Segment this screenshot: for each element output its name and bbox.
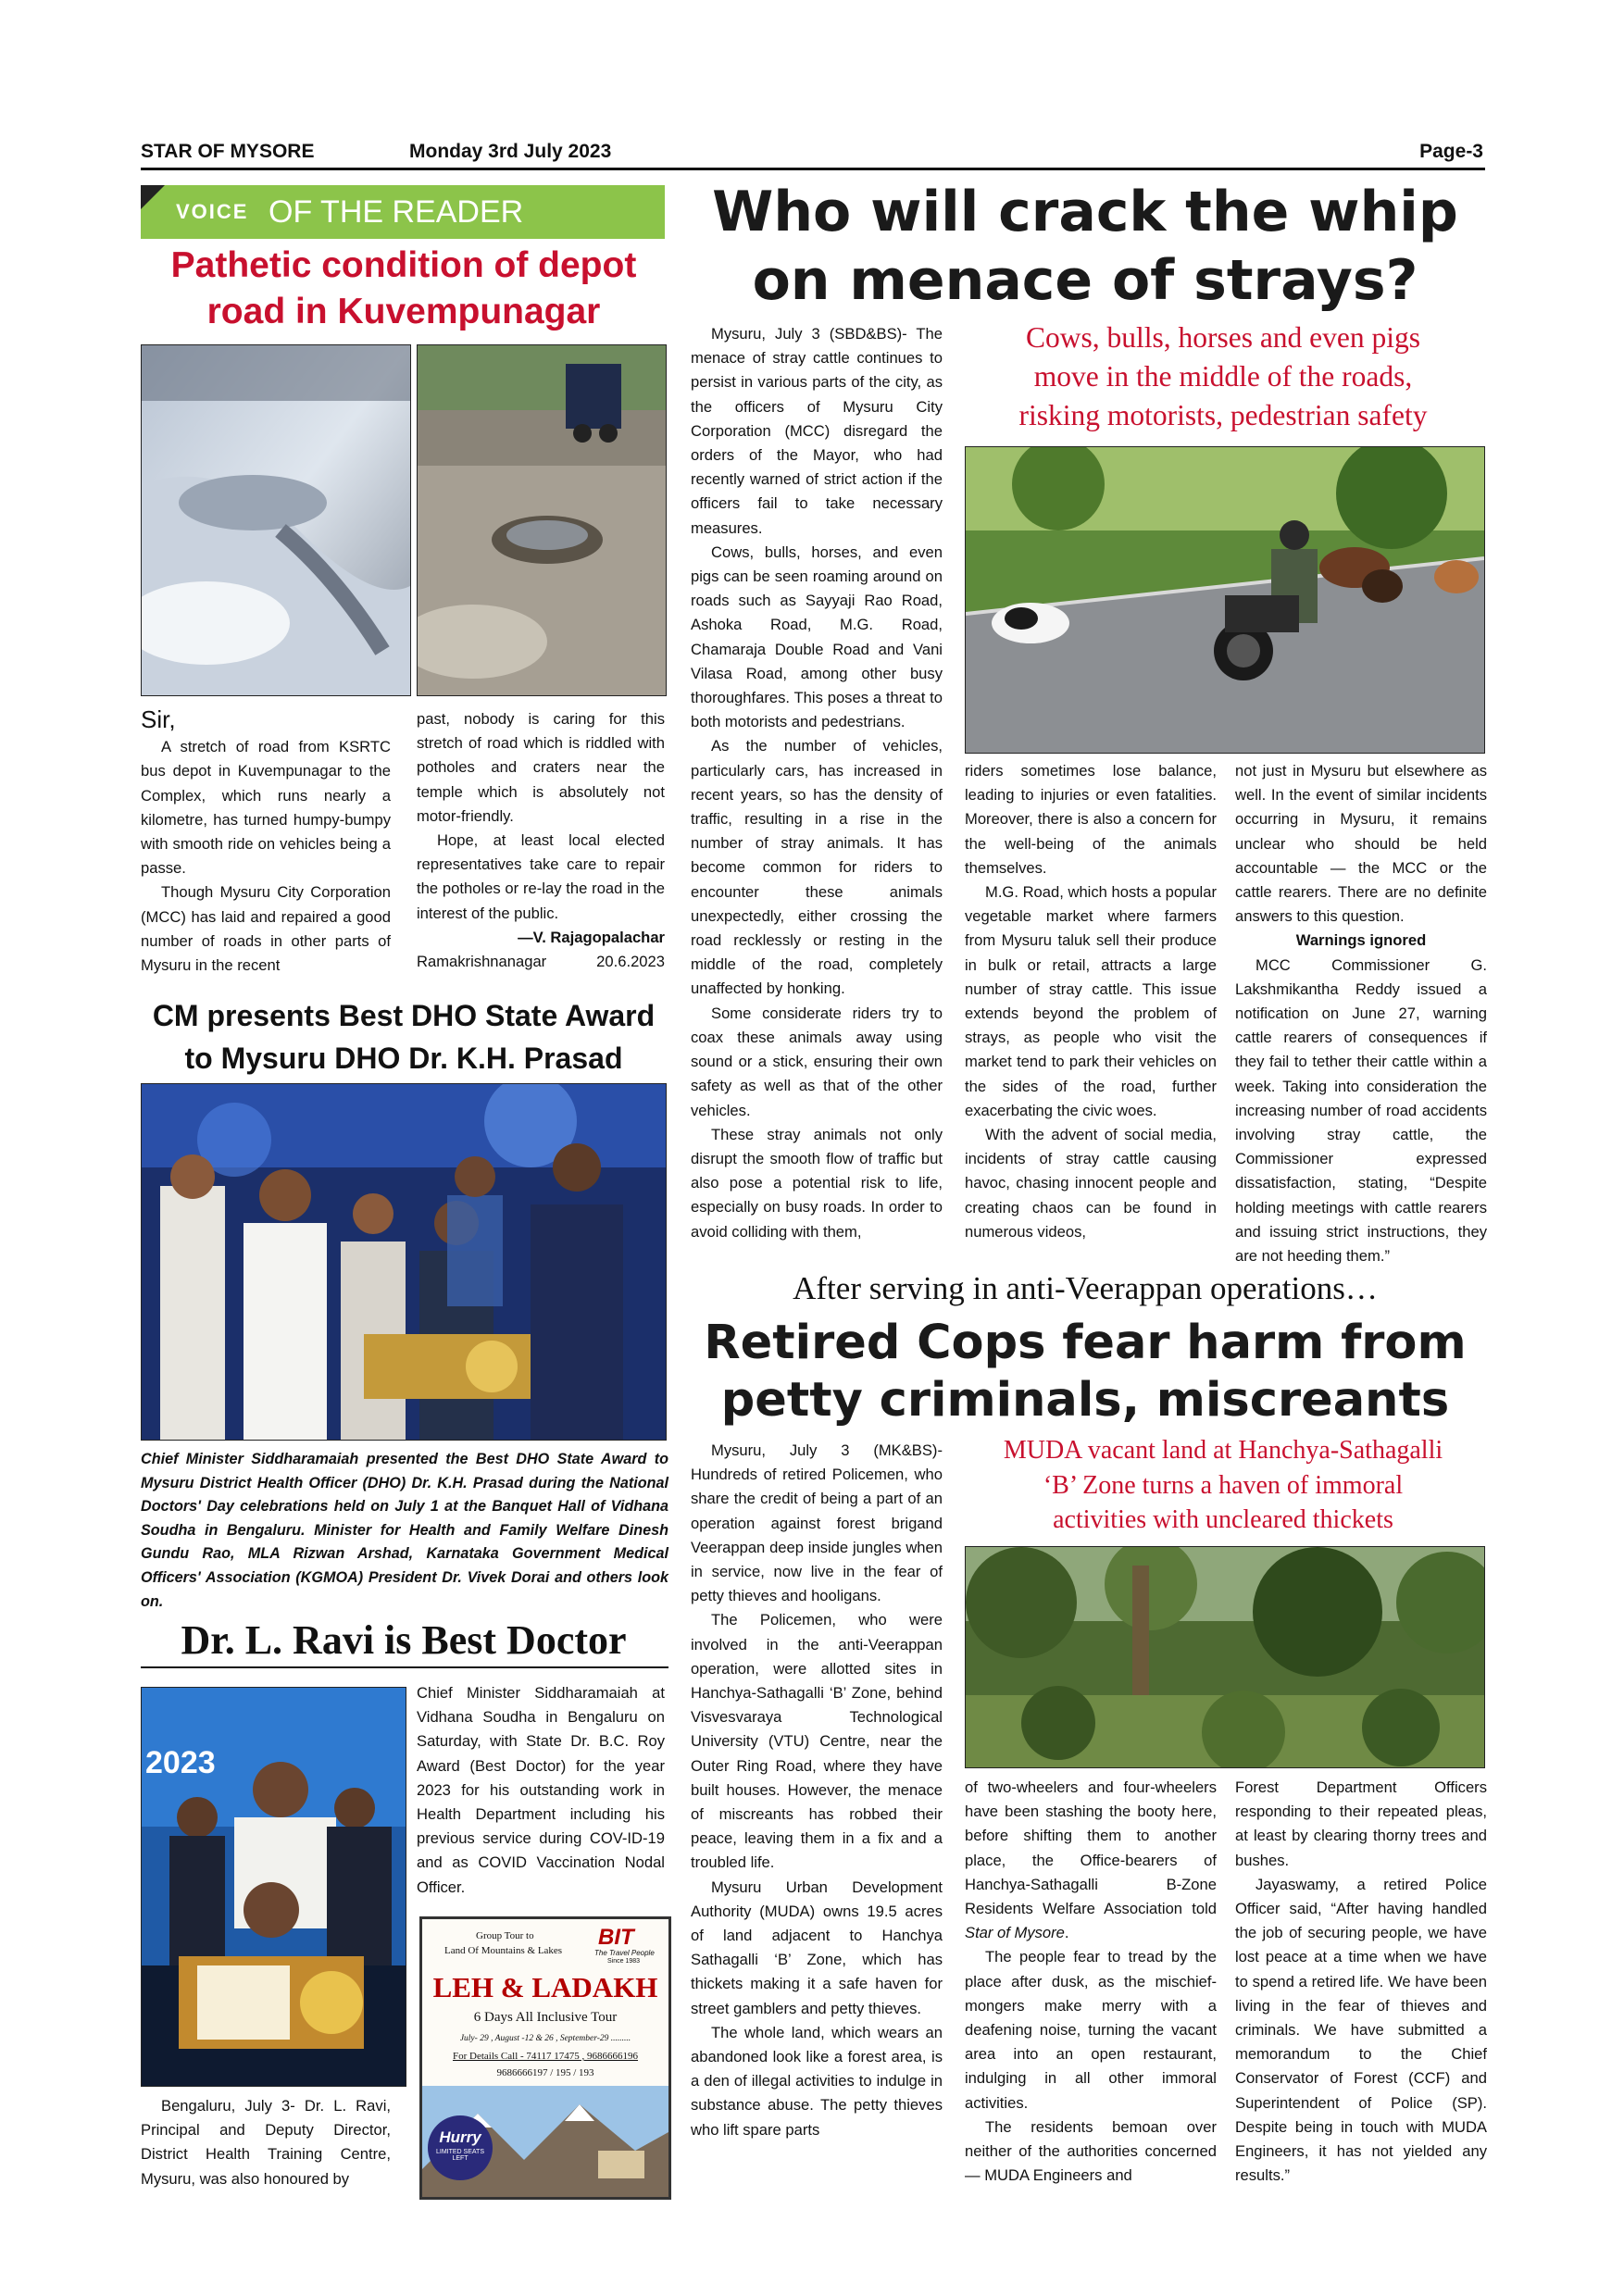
ad-dates: July- 29 , August -12 & 26 , September-29 ......... <box>459 2034 631 2043</box>
cops-para: The Policemen, who were involved in the anti-Veerappan operation, were allotted sites in Hanchya-Sathagalli ‘B’ Zone, behind Visvesvaraya Technological University (VTU) Centre, near the Outer Ring Road, where they have built houses. However, the menace of miscreants has robbed their peace, leaving them in a fix and a troubled life. <box>691 1611 943 1872</box>
ravi-text-left <box>141 2094 391 2191</box>
cops-headline <box>685 1315 1485 1429</box>
ad-brand-sub: The Travel People <box>594 1949 655 1957</box>
ad-brand-since: Since 1983 <box>607 1958 641 1965</box>
strays-para: These stray animals not only disrupt the smooth flow of traffic but also pose a potential risk to life, especially on busy roads. In order to avoid colliding with them, <box>691 1125 943 1241</box>
strays-col1 <box>691 322 943 1244</box>
cops-para: Mysuru Urban Development Authority (MUDA) owns 19.5 acres of land adjacent to Hanchya Sathagalli ‘B’ Zone, which has thickets making it a safe haven for street gamblers and petty thieves. <box>691 1878 943 2017</box>
strays-para: As the number of vehicles, particularly cars, has increased in recent years, so has the density of traffic, resulting in a rise in the number of stray animals. It has become common for riders to encounter these animals unexpectedly, either crossing the road recklessly or resting in the middle of the road, completely unaffected by honking. <box>691 737 943 998</box>
strays-para: With the advent of social media, incidents of stray cattle causing havoc, chasing innocent people and creating chaos can be found in numerous videos, <box>965 1126 1217 1241</box>
letter-para: A stretch of road from KSRTC bus depot in Kuvempunagar to the Complex, which runs nearly a kilometre, has turned humpy-bumpy with smooth ride on vehicles being a passe. <box>141 738 391 878</box>
dho-headline-line1: CM presents Best DHO State Award <box>152 999 656 1032</box>
ravi-photo-year: 2023 <box>145 1745 216 1780</box>
ravi-para: Chief Minister Siddharamaiah at Vidhana Soudha in Bengaluru on Saturday, with State Dr. B.C. Roy Award (Best Doctor) for the year 2023 for his outstanding work in Health Department including his previous service during COV-ID-19 and as COVID Vaccination Nodal Officer. <box>417 1684 665 1896</box>
cops-headline-line2: petty criminals, miscreants <box>720 1373 1450 1428</box>
ad-line1: Group Tour to <box>476 1930 534 1941</box>
banner-corner <box>141 185 165 209</box>
ad-hurry-badge <box>428 2115 493 2180</box>
cops-para: The whole land, which wears an abandoned look like a forest area, is a den of illegal activities to indulge in substance abuse. The petty thieves who lift spare parts <box>691 2023 943 2139</box>
ad-brand-logo: BIT <box>598 1925 634 1950</box>
ad-title: LEH & LADAKH <box>432 1971 658 2003</box>
cops-subhead-line: activities with uncleared thickets <box>1053 1505 1393 1534</box>
cops-col1 <box>691 1439 943 2142</box>
dho-award-photo <box>141 1083 667 1441</box>
voice-headline-line1: Pathetic condition of depot <box>170 245 637 285</box>
cops-col2 <box>965 1776 1217 2188</box>
cops-kicker: After serving in anti-Veerappan operations… <box>793 1270 1378 1306</box>
strays-para: riders sometimes lose balance, leading to injuries or even fatalities. Moreover, there is also a concern for the well-being of the animals themselves. <box>965 762 1217 877</box>
paper-name-italic: Star of Mysore <box>965 1924 1065 1942</box>
strays-headline-line2: on menace of strays? <box>752 248 1418 313</box>
strays-subhead-line: Cows, bulls, horses and even pigs <box>1025 321 1421 354</box>
ravi-award-photo <box>141 1687 406 2087</box>
ravi-text-right <box>417 1681 665 1900</box>
strays-headline <box>685 178 1485 315</box>
ad-subtitle: 6 Days All Inclusive Tour <box>473 2010 618 2025</box>
cops-headline-line1: Retired Cops fear harm from <box>704 1316 1467 1370</box>
strays-col3 <box>1235 759 1487 1268</box>
cops-subhead-line: ‘B’ Zone turns a haven of immoral <box>1043 1470 1404 1500</box>
ravi-rule <box>141 1666 668 1668</box>
cops-para: Forest Department Officers responding to their repeated pleas, at least by clearing thorny trees and bushes. <box>1235 1778 1487 1869</box>
dho-headline <box>137 994 670 1079</box>
dho-caption: Chief Minister Siddharamaiah presented the Best DHO State Award to Mysuru District Health Officer (DHO) Dr. K.H. Prasad during the National Doctors' Day celebrations held on July 1 at the Banquet Hall of Vidhana Soudha in Bengaluru. Minister for Health and Family Welfare Dinesh Gundu Rao, MLA Rizwan Arshad, Karnataka Government Medical Officers' Association (KGMOA) President Dr. Vivek Dorai and others look on. <box>141 1451 668 1610</box>
pothole-photo-right <box>417 344 667 696</box>
voice-tag-rest: OF THE READER <box>269 194 524 230</box>
letter-para: Hope, at least local elected representatives take care to repair the potholes or re-lay the road in the interest of the public. <box>417 831 665 922</box>
letter-date: 20.6.2023 <box>596 953 665 971</box>
cops-para: Mysuru, July 3 (MK&BS)- Hundreds of retired Policemen, who share the credit of being a part of an operation against forest brigand Veerappan deep inside jungles when in service, now live in the fear of petty thieves and hooligans. <box>691 1441 943 1605</box>
masthead-rule <box>141 168 1485 170</box>
pothole-photo-left <box>141 344 411 696</box>
ladakh-ad <box>419 1916 671 2200</box>
stray-cattle-photo <box>965 446 1485 754</box>
voice-letter-col1 <box>141 707 391 978</box>
cops-para: The residents bemoan over neither of the authorities concerned — MUDA Engineers and <box>965 2117 1217 2185</box>
cops-para: of two-wheelers and four-wheelers have been stashing the booty here, before shifting them to another place, the Office-bearers of Hanchya-Sathagalli B-Zone Residents Welfare Association told Star of Mysore. <box>965 1778 1217 1942</box>
cops-para-text: of two-wheelers and four-wheelers have been stashing the booty here, before shifting them to another place, the Office-bearers of Hanchya-Sathagalli B-Zone Residents Welfare Association told <box>965 1778 1217 1918</box>
strays-subhead-line: move in the middle of the roads, <box>1033 360 1413 393</box>
ad-phones: 9686666197 / 195 / 193 <box>496 2067 594 2078</box>
voice-headline <box>137 243 670 335</box>
paper-name: STAR OF MYSORE <box>141 141 315 162</box>
strays-subheading: Warnings ignored <box>1295 931 1427 950</box>
voice-headline-line2: road in Kuvempunagar <box>206 292 601 331</box>
strays-subhead <box>959 318 1487 435</box>
strays-para: M.G. Road, which hosts a popular vegetable market where farmers from Mysuru taluk sell their produce in bulk or retail, attracts a large number of stray cattle. This issue extends beyond the problem of strays, as people who visit the market tend to park their vehicles on the sides of the road, further exacerbating the civic woes. <box>965 883 1217 1119</box>
letter-signature: —V. Rajagopalachar <box>518 928 665 946</box>
dho-headline-line2: to Mysuru DHO Dr. K.H. Prasad <box>184 1042 623 1075</box>
ad-limited-text: LIMITED SEATS LEFT <box>436 2149 484 2162</box>
strays-subhead-line: risking motorists, pedestrian safety <box>1018 399 1428 431</box>
strays-col2 <box>965 759 1217 1244</box>
muda-land-photo <box>965 1546 1485 1768</box>
strays-headline-line1: Who will crack the whip <box>712 180 1458 244</box>
strays-para: Mysuru, July 3 (SBD&BS)- The menace of stray cattle continues to persist in various parts of the city, as the officers of Mysuru City Corporation (MCC) disregard the orders of the Mayor, who had recently warned of strict action if the officers fail to take necessary measures. <box>691 325 943 537</box>
strays-para: not just in Mysuru but elsewhere as well. In the event of similar incidents occurring in Mysuru, it remains unclear who should be held accountable — the MCC or the cattle rearers. There are no definite answers to this question. <box>1235 762 1487 926</box>
letter-place-date <box>417 950 665 974</box>
ad-hurry-text: Hurry <box>439 2128 481 2146</box>
letter-place: Ramakrishnanagar <box>417 953 547 971</box>
voice-letter-col2 <box>417 707 665 974</box>
ad-line2: Land Of Mountains & Lakes <box>444 1945 563 1956</box>
salutation: Sir, <box>141 705 176 733</box>
ad-details: For Details Call - 74117 17475 , 9686666196 <box>452 2051 639 2062</box>
ravi-para: Bengaluru, July 3- Dr. L. Ravi, Principal and Deputy Director, District Health Training Centre, Mysuru, was also honoured by <box>141 2097 391 2188</box>
strays-para: Some considerate riders try to coax these animals away using sound or a stick, ensuring their own safety as well as that of the other vehicles. <box>691 1004 943 1119</box>
cops-para: The people fear to tread by the place after dusk, as the mischief-mongers make merry with a deafening noise, turning the vacant area into an open restaurant, indulging in all other immoral activities. <box>965 1948 1217 2112</box>
voice-tag-word: VOICE <box>176 200 249 223</box>
strays-para: Cows, bulls, horses, and even pigs can be seen roaming around on roads such as Sayyaji Rao Road, Ashoka Road, M.G. Road, Chamaraja Double Road and Vani Vilasa Road, among other busy thoroughfares. This poses a threat to both motorists and pedestrians. <box>691 543 943 731</box>
cops-subhead-line: MUDA vacant land at Hanchya-Sathagalli <box>1003 1436 1443 1465</box>
strays-para: MCC Commissioner G. Lakshmikantha Reddy issued a notification on June 27, warning cattle rearers of consequences if they fail to tether their cattle within a week. Taking into consideration the increasing number of road accidents involving stray cattle, the Commissioner expressed dissatisfaction, stating, “Despite holding meetings with cattle rearers and issuing strict instructions, they are not heeding them.” <box>1235 955 1487 1266</box>
letter-para: past, nobody is caring for this stretch of road which is riddled with potholes and craters near the temple which is absolutely not motor-friendly. <box>417 710 665 825</box>
letter-para: Though Mysuru City Corporation (MCC) has laid and repaired a good number of roads in other parts of Mysuru in the recent <box>141 883 391 975</box>
issue-date: Monday 3rd July 2023 <box>409 141 612 162</box>
voice-banner <box>141 185 665 239</box>
ravi-headline: Dr. L. Ravi is Best Doctor <box>181 1617 627 1663</box>
page-number: Page-3 <box>1419 141 1483 162</box>
cops-para: Jayaswamy, a retired Police Officer said, “After having handled the job of securing people, we have lost peace at a time when we have to spend a retired life. We have been living in the fear of thieves and criminals. We have submitted a memorandum to the Chief Conservator of Forest (CCF) and Superintendent of Police (SP). Despite being in touch with MUDA Engineers, it has not yielded any results.” <box>1235 1875 1487 2185</box>
cops-col3 <box>1235 1776 1487 2188</box>
cops-subhead <box>959 1433 1487 1538</box>
